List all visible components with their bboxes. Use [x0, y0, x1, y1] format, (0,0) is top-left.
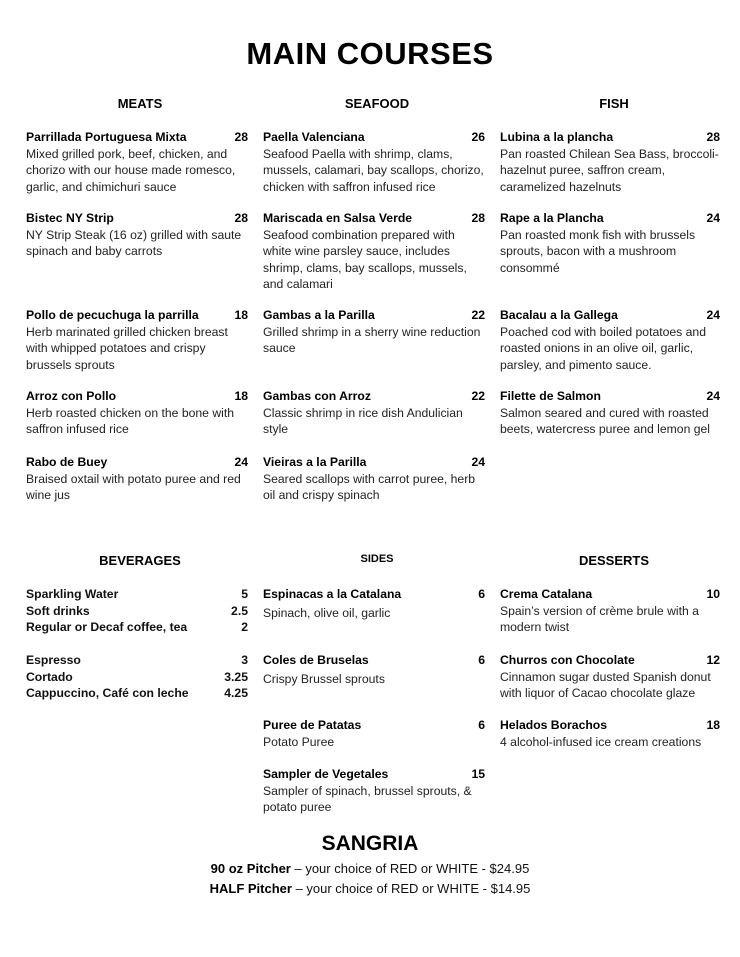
item-name: Mariscada en Salsa Verde [263, 211, 413, 225]
beverage-price: 4.25 [224, 686, 248, 700]
meats-heading: MEATS [117, 96, 163, 111]
item-description: Pan roasted monk fish with brussels sprouts, bacon with a mushroom consommé [500, 227, 696, 275]
menu-item [263, 210, 485, 293]
sangria-size: HALF Pitcher [209, 881, 292, 896]
beverage-row [26, 669, 248, 686]
item-description: Seafood combination prepared with white wine parsley sauce, includes shrimp, clams, bay scallops, mussels, and calamari [263, 227, 467, 291]
menu-item [500, 129, 720, 195]
menu-item [263, 586, 485, 621]
menu-item [26, 129, 248, 195]
item-price: 22 [471, 389, 485, 403]
item-name: Vieiras a la Parilla [263, 455, 367, 469]
item-name: Lubina a la plancha [500, 130, 614, 144]
item-price: 18 [234, 389, 248, 403]
item-name: Paella Valenciana [263, 130, 365, 144]
item-name: Pollo de pecuchuga la parrilla [26, 308, 199, 322]
item-price: 6 [478, 653, 485, 667]
item-price: 18 [706, 718, 720, 732]
item-price: 24 [471, 455, 485, 469]
item-name: Rabo de Buey [26, 455, 108, 469]
item-name: Parrillada Portuguesa Mixta [26, 130, 187, 144]
page-title: MAIN COURSES [246, 36, 494, 71]
menu-item [500, 307, 720, 373]
item-price: 28 [234, 211, 248, 225]
beverage-row [26, 652, 248, 669]
item-description: Potato Puree [263, 734, 335, 749]
item-description: Spain’s version of crème brule with a modern twist [500, 603, 699, 634]
menu-item [263, 129, 485, 195]
sangria-text: – your choice of RED or WHITE - $14.95 [291, 881, 531, 896]
item-price: 24 [706, 389, 720, 403]
item-name: Crema Catalana [500, 587, 593, 601]
item-description: Seafood Paella with shrimp, clams, mussels, calamari, bay scallops, chorizo, chicken with saffron infused rice [263, 146, 484, 194]
beverage-list [26, 586, 248, 636]
item-description: Seared scallops with carrot puree, herb oil and crispy spinach [263, 471, 476, 502]
item-description: NY Strip Steak (16 oz) grilled with saute spinach and baby carrots [26, 227, 242, 258]
beverage-price: 2.5 [231, 603, 248, 618]
item-price: 28 [471, 211, 485, 225]
item-description: Salmon seared and cured with roasted beets, watercress puree and lemon gel [500, 405, 711, 436]
beverage-name: Espresso [26, 653, 81, 667]
beverages-heading: BEVERAGES [99, 553, 181, 568]
item-description: Herb roasted chicken on the bone with saffron infused rice [26, 405, 234, 436]
beverage-name: Cortado [26, 669, 73, 684]
menu-item [263, 766, 485, 816]
menu-item [263, 307, 485, 357]
seafood-heading: SEAFOOD [344, 96, 410, 111]
item-description: 4 alcohol-infused ice cream creations [500, 734, 702, 749]
item-name: Filette de Salmon [500, 389, 601, 403]
item-description: Spinach, olive oil, garlic [263, 605, 391, 620]
sides-heading: SIDES [360, 553, 394, 565]
item-price: 28 [234, 130, 248, 144]
item-price: 15 [471, 767, 485, 781]
beverage-row [26, 603, 248, 620]
sangria-size: 90 oz Pitcher [210, 861, 291, 876]
menu-item [500, 586, 720, 636]
menu-item [263, 454, 485, 504]
item-price: 22 [471, 308, 485, 322]
item-name: Arroz con Pollo [26, 389, 117, 403]
beverage-name: Regular or Decaf coffee, tea [26, 620, 188, 634]
sangria-title: SANGRIA [321, 832, 419, 855]
item-price: 24 [234, 455, 248, 469]
item-description: Poached cod with boiled potatoes and roasted onions in an olive oil, garlic, parsley, and pimento sauce. [500, 324, 706, 372]
fish-heading: FISH [599, 96, 629, 111]
menu-item [500, 388, 720, 438]
sangria-line [0, 861, 740, 876]
item-description: Pan roasted Chilean Sea Bass, broccoli-hazelnut puree, saffron cream, caramelized hazelnuts [500, 146, 719, 194]
item-price: 24 [706, 308, 720, 322]
beverage-name: Cappuccino, Café con leche [26, 686, 189, 700]
item-name: Rape a la Plancha [500, 211, 604, 225]
item-name: Helados Borachos [500, 718, 608, 732]
menu-item [263, 388, 485, 438]
menu-item [263, 652, 485, 687]
item-description: Cinnamon sugar dusted Spanish donut with liquor of Cacao chocolate glaze [500, 669, 711, 700]
beverage-name: Sparkling Water [26, 587, 119, 601]
menu-item [26, 307, 248, 373]
menu-item [26, 210, 248, 260]
item-description: Crispy Brussel sprouts [263, 671, 385, 686]
item-name: Espinacas a la Catalana [263, 587, 402, 601]
item-price: 6 [478, 587, 485, 601]
item-name: Sampler de Vegetales [263, 767, 389, 781]
item-name: Gambas con Arroz [263, 389, 371, 403]
menu-item [500, 717, 720, 750]
item-price: 10 [706, 587, 720, 601]
item-price: 26 [471, 130, 485, 144]
item-description: Herb marinated grilled chicken breast with whipped potatoes and crispy brussels sprouts [26, 324, 228, 372]
item-name: Bistec NY Strip [26, 211, 114, 225]
sangria-text: – your choice of RED or WHITE - $24.95 [290, 861, 530, 876]
item-name: Bacalau a la Gallega [500, 308, 618, 322]
menu-item [263, 717, 485, 750]
beverage-list [26, 652, 248, 702]
menu-item [500, 652, 720, 702]
item-description: Classic shrimp in rice dish Andulician style [263, 405, 463, 436]
beverage-row [26, 685, 248, 702]
item-price: 24 [706, 211, 720, 225]
item-name: Gambas a la Parilla [263, 308, 375, 322]
item-name: Coles de Bruselas [263, 653, 369, 667]
menu-item [26, 388, 248, 438]
desserts-heading: DESSERTS [578, 553, 650, 568]
beverage-name: Soft drinks [26, 603, 90, 618]
sangria-line [0, 881, 740, 896]
beverage-row [26, 619, 248, 636]
item-price: 12 [706, 653, 720, 667]
item-description: Sampler of spinach, brussel sprouts, & potato puree [263, 783, 472, 814]
menu-item [26, 454, 248, 504]
beverage-row [26, 586, 248, 603]
beverage-price: 2 [241, 620, 248, 634]
menu-item [500, 210, 720, 276]
item-name: Churros con Chocolate [500, 653, 635, 667]
item-description: Braised oxtail with potato puree and red wine jus [26, 471, 241, 502]
item-price: 6 [478, 718, 485, 732]
beverage-price: 5 [241, 587, 248, 601]
item-name: Puree de Patatas [263, 718, 362, 732]
beverage-price: 3 [241, 653, 248, 667]
item-price: 18 [234, 308, 248, 322]
item-price: 28 [706, 130, 720, 144]
item-description: Grilled shrimp in a sherry wine reduction sauce [263, 324, 481, 355]
item-description: Mixed grilled pork, beef, chicken, and chorizo with our house made romesco, garlic, and chimichuri sauce [26, 146, 236, 194]
beverage-price: 3.25 [224, 669, 248, 684]
